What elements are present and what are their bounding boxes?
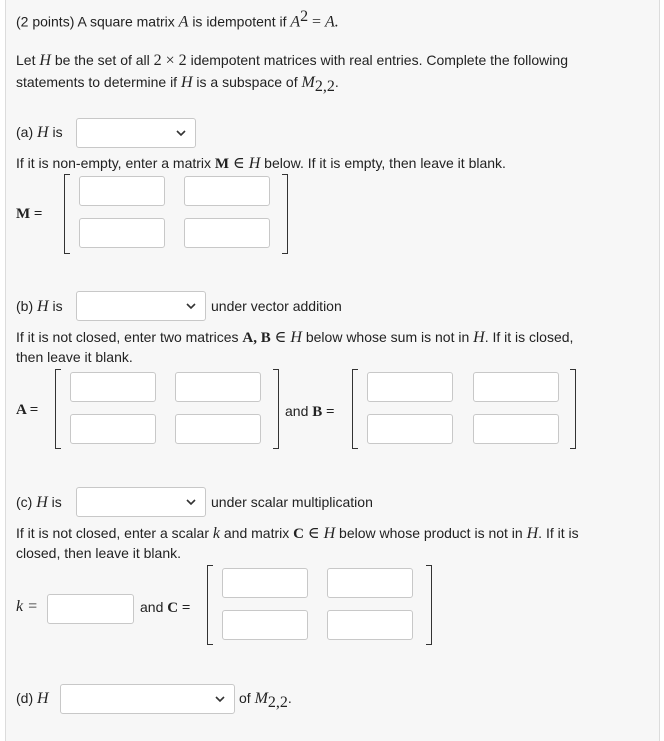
part-a-select[interactable] bbox=[76, 118, 196, 148]
and-c-label: and C = bbox=[140, 599, 191, 616]
matrix-b-entry-11[interactable] bbox=[367, 372, 453, 402]
points-label: (2 points) bbox=[16, 13, 75, 30]
set-definition-line2: statements to determine if H is a subspace of $M_{2,2}$. bbox=[16, 74, 339, 95]
matrix-m-entry-11[interactable] bbox=[79, 176, 165, 206]
matrix-b-right-bracket bbox=[570, 369, 576, 449]
and-b-label: and B = bbox=[285, 403, 335, 420]
chevron-down-icon bbox=[175, 127, 187, 139]
chevron-down-icon bbox=[185, 496, 197, 508]
chevron-down-icon bbox=[214, 693, 226, 705]
matrix-b-left-bracket bbox=[352, 369, 358, 449]
matrix-a-entry-22[interactable] bbox=[175, 414, 261, 444]
part-b-instructions-line2: then leave it blank. bbox=[16, 349, 133, 365]
matrix-a-label: A = bbox=[16, 402, 39, 418]
part-a-label: (a) H is bbox=[16, 124, 63, 141]
matrix-m-entry-22[interactable] bbox=[184, 218, 270, 248]
matrix-a-right-bracket bbox=[273, 369, 279, 449]
part-c-instructions-line1: If it is not closed, enter a scalar k and matrix C ∈ H below whose product is not in H. If it is bbox=[16, 525, 579, 542]
part-c-select[interactable] bbox=[76, 487, 206, 517]
matrix-c-entry-22[interactable] bbox=[327, 610, 413, 640]
part-b-select[interactable] bbox=[76, 291, 206, 321]
part-c-label: (c) H is bbox=[16, 494, 62, 511]
part-c-suffix: under scalar multiplication bbox=[211, 494, 373, 510]
part-a-instructions: If it is non-empty, enter a matrix M ∈ H below. If it is empty, then leave it blank. bbox=[16, 155, 506, 172]
matrix-b-entry-12[interactable] bbox=[473, 372, 559, 402]
matrix-c-entry-21[interactable] bbox=[222, 610, 308, 640]
matrix-m-entry-21[interactable] bbox=[79, 218, 165, 248]
matrix-b-entry-21[interactable] bbox=[367, 414, 453, 444]
scalar-k-label: k = bbox=[16, 598, 38, 615]
matrix-m-entry-12[interactable] bbox=[184, 176, 270, 206]
matrix-b-entry-22[interactable] bbox=[473, 414, 559, 444]
part-d-select[interactable] bbox=[60, 684, 235, 714]
matrix-c-left-bracket bbox=[207, 565, 213, 645]
matrix-a-entry-12[interactable] bbox=[175, 372, 261, 402]
part-b-label: (b) H is bbox=[16, 298, 63, 315]
chevron-down-icon bbox=[185, 300, 197, 312]
matrix-a-entry-21[interactable] bbox=[70, 414, 156, 444]
matrix-a-left-bracket bbox=[55, 369, 61, 449]
intro-line: (2 points) A square matrix A is idempotent if $A^2 = A$. bbox=[16, 8, 339, 31]
part-b-instructions-line1: If it is not closed, enter two matrices A, B ∈ H below whose sum is not in H. If it is closed, bbox=[16, 329, 574, 346]
part-d-suffix: of $M_{2,2}$. bbox=[239, 690, 292, 711]
matrix-m-right-bracket bbox=[282, 174, 288, 254]
matrix-c-right-bracket bbox=[426, 565, 432, 645]
part-c-instructions-line2: closed, then leave it blank. bbox=[16, 545, 181, 561]
matrix-m-left-bracket bbox=[64, 174, 70, 254]
scalar-k-input[interactable] bbox=[47, 594, 134, 624]
matrix-c-entry-12[interactable] bbox=[327, 568, 413, 598]
matrix-c-entry-11[interactable] bbox=[222, 568, 308, 598]
matrix-a-entry-11[interactable] bbox=[70, 372, 156, 402]
set-definition-line1: Let H be the set of all 2 × 2 idempotent matrices with real entries. Complete the following bbox=[16, 52, 568, 69]
part-d-label: (d) H bbox=[16, 690, 49, 707]
part-b-suffix: under vector addition bbox=[211, 298, 342, 314]
matrix-m-label: M = bbox=[16, 206, 43, 222]
